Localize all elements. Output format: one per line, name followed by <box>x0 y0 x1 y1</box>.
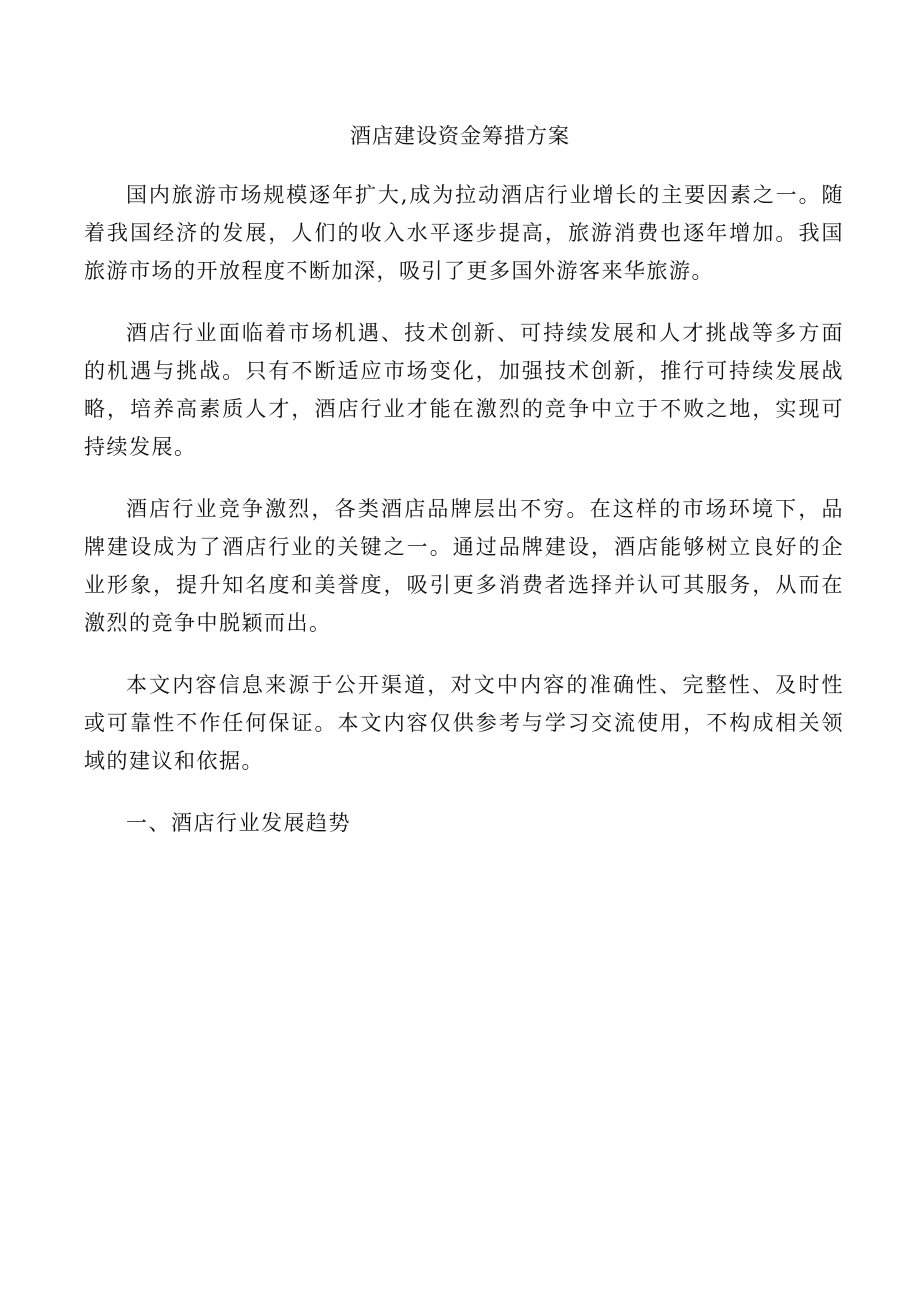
document-title: 酒店建设资金筹措方案 <box>350 124 570 148</box>
paragraph-disclaimer: 本文内容信息来源于公开渠道，对文中内容的准确性、完整性、及时性或可靠性不作任何保证。本文内容仅供参考与学习交流使用，不构成相关领域的建议和依据。 <box>84 673 844 773</box>
paragraph-brand-building: 酒店行业竞争激烈，各类酒店品牌层出不穷。在这样的市场环境下，品牌建设成为了酒店行业的关键之一。通过品牌建设，酒店能够树立良好的企业形象，提升知名度和美誉度，吸引更多消费者选择并认可其服务，从而在激烈的竞争中脱颖而出。 <box>84 497 844 635</box>
paragraph-market-scale: 国内旅游市场规模逐年扩大,成为拉动酒店行业增长的主要因素之一。随着我国经济的发展，人们的收入水平逐步提高，旅游消费也逐年增加。我国旅游市场的开放程度不断加深，吸引了更多国外游客来华旅游。 <box>84 183 844 283</box>
document-body <box>84 176 844 842</box>
section-heading: 一、酒店行业发展趋势 <box>126 811 351 835</box>
paragraph-opportunities-challenges: 酒店行业面临着市场机遇、技术创新、可持续发展和人才挑战等多方面的机遇与挑战。只有不断适应市场变化，加强技术创新，推行可持续发展战略，培养高素质人才，酒店行业才能在激烈的竞争中立于不败之地，实现可持续发展。 <box>84 321 844 459</box>
